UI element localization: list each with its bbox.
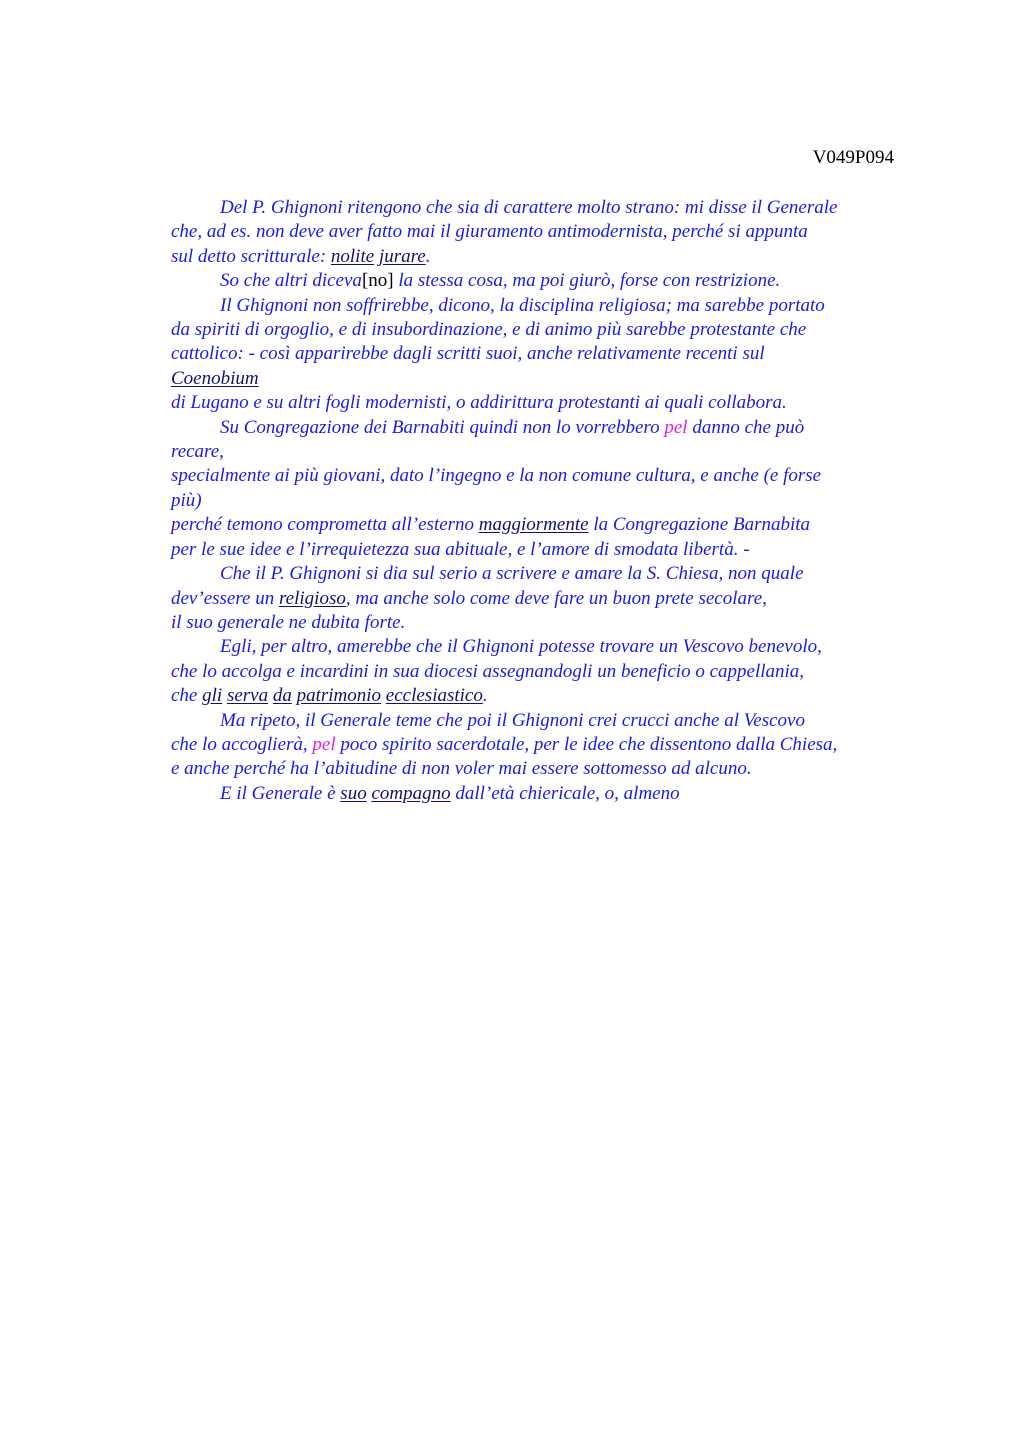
text-line	[171, 245, 901, 269]
text-line	[171, 538, 901, 562]
underlined-word: jurare	[378, 245, 426, 267]
underlined-word: serva	[226, 685, 269, 707]
underlined-word: ecclesiastico	[385, 685, 483, 707]
text-segment: per le sue idee e l’irrequietezza sua abituale, e l’amore di smodata libertà. -	[171, 538, 750, 560]
underlined-word: da	[272, 685, 292, 707]
underlined-word: maggiormente	[478, 514, 589, 536]
text-segment: Egli, per altro, amerebbe che il Ghignoni potesse trovare un Vescovo benevolo,	[220, 636, 822, 658]
text-line	[171, 220, 901, 244]
paragraph-start-line	[171, 635, 901, 659]
text-segment: che, ad es. non deve aver fatto mai il giuramento antimodernista, perché si appunta	[171, 221, 808, 243]
text-line	[171, 757, 901, 781]
text-segment: , ma anche solo come deve fare un buon prete secolare,	[345, 587, 767, 609]
text-line	[171, 611, 901, 635]
text-segment: perché temono comprometta all’esterno	[171, 514, 479, 536]
text-line	[171, 684, 901, 708]
underlined-word: suo	[340, 782, 367, 804]
text-segment: da spiriti di orgoglio, e di insubordinazione, e di animo più sarebbe protestante che	[171, 319, 807, 341]
text-line	[171, 391, 901, 415]
text-segment: cattolico: - così apparirebbe dagli scritti suoi, anche relativamente recenti sul	[171, 343, 765, 365]
text-segment: Che il P. Ghignoni si dia sul serio a scrivere e amare la S. Chiesa, non quale	[220, 563, 804, 585]
text-line	[171, 733, 901, 757]
text-segment: che lo accoglierà,	[171, 733, 313, 755]
text-segment: la Congregazione Barnabita	[588, 514, 811, 536]
paragraph-start-line	[171, 196, 901, 220]
paragraph-start-line	[171, 782, 901, 806]
text-segment: dev’essere un	[171, 587, 279, 609]
highlighted-word: pel	[312, 733, 336, 755]
text-segment: So che altri diceva	[220, 270, 362, 292]
paragraph-start-line	[171, 269, 901, 293]
document-body	[171, 196, 901, 806]
text-segment: E il Generale è	[220, 782, 341, 804]
underlined-word: compagno	[371, 782, 451, 804]
underlined-word: patrimonio	[296, 685, 382, 707]
text-segment: poco spirito sacerdotale, per le idee che dissentono dalla Chiesa,	[335, 733, 838, 755]
highlighted-word: pel	[664, 416, 688, 438]
underlined-word: religioso	[278, 587, 346, 609]
text-line	[171, 660, 901, 684]
text-line	[171, 440, 901, 464]
text-segment: la stessa cosa, ma poi giurò, forse con restrizione.	[393, 270, 781, 292]
paragraph-start-line	[171, 709, 901, 733]
text-segment: Su Congregazione dei Barnabiti quindi non lo vorrebbero	[220, 416, 665, 438]
text-segment: specialmente ai più giovani, dato l’ingegno e la non comune cultura, e anche (e forse	[171, 465, 822, 487]
text-line	[171, 464, 901, 488]
text-line	[171, 513, 901, 537]
text-segment: danno che può	[687, 416, 805, 438]
text-segment: .	[482, 685, 488, 707]
underlined-word: gli	[202, 685, 223, 707]
text-segment: sul detto scritturale:	[171, 245, 331, 267]
text-segment: più)	[171, 489, 202, 511]
text-segment: e anche perché ha l’abitudine di non voler mai essere sottomesso ad alcuno.	[171, 758, 752, 780]
text-line	[171, 318, 901, 342]
text-line	[171, 587, 901, 611]
underlined-word: Coenobium	[171, 367, 259, 389]
text-line	[171, 489, 901, 513]
text-line	[171, 342, 901, 366]
text-segment: recare,	[171, 441, 224, 463]
text-segment: dall’età chiericale, o, almeno	[450, 782, 680, 804]
paragraph-start-line	[171, 562, 901, 586]
text-segment: Ma ripeto, il Generale teme che poi il Ghignoni crei crucci anche al Vescovo	[220, 709, 805, 731]
text-line	[171, 367, 901, 391]
text-segment: il suo generale ne dubita forte.	[171, 611, 406, 633]
paragraph-start-line	[171, 416, 901, 440]
paragraph-start-line	[171, 294, 901, 318]
text-segment: Del P. Ghignoni ritengono che sia di carattere molto strano: mi disse il Generale	[220, 197, 838, 218]
text-segment: che	[171, 685, 203, 707]
text-segment: di Lugano e su altri fogli modernisti, o addirittura protestanti ai quali collabora.	[171, 392, 787, 414]
page-identifier: V049P094	[812, 147, 894, 168]
text-segment: Il Ghignoni non soffrirebbe, dicono, la disciplina religiosa; ma sarebbe portato	[220, 294, 825, 316]
text-segment: .	[425, 245, 431, 267]
text-segment: che lo accolga e incardini in sua diocesi assegnandogli un beneficio o cappellania,	[171, 660, 805, 682]
underlined-word: nolite	[330, 245, 375, 267]
editorial-insertion: [no]	[361, 270, 394, 292]
